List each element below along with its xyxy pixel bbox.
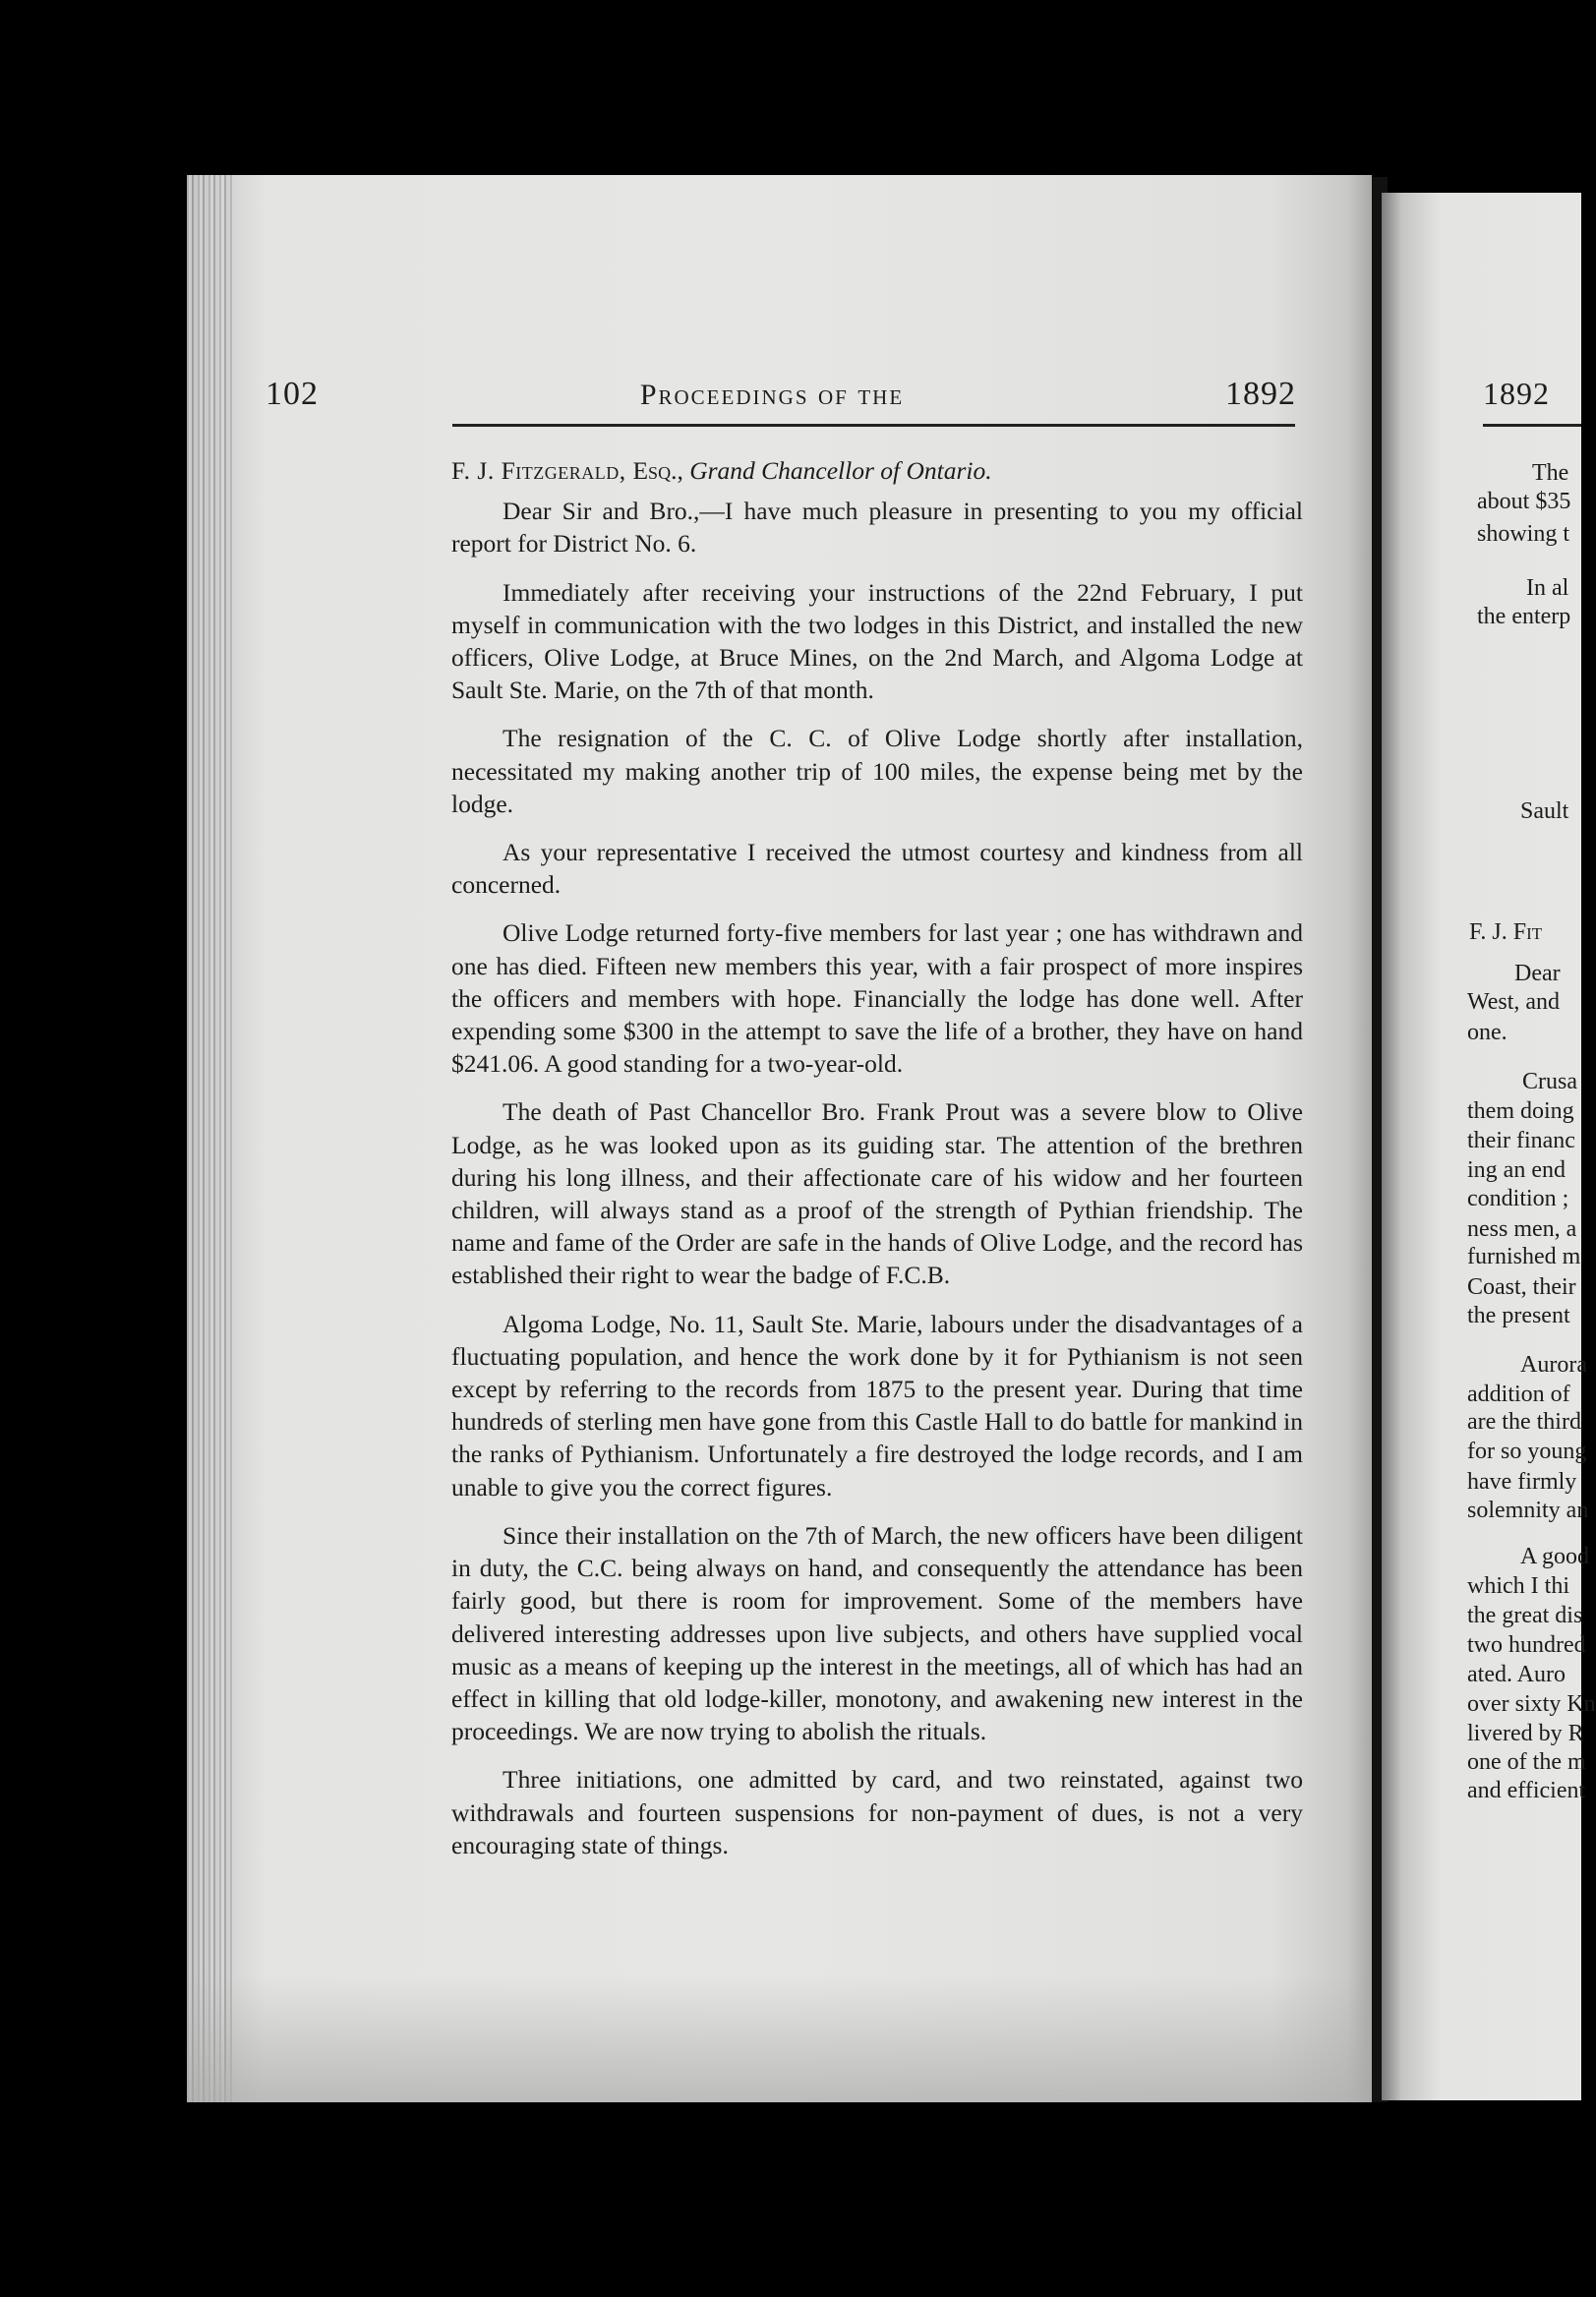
right-page-line: have firmly xyxy=(1467,1469,1577,1495)
right-page-line: the present xyxy=(1467,1303,1570,1328)
right-page-line: The xyxy=(1532,460,1569,486)
right-page-line: condition ; xyxy=(1467,1186,1569,1211)
right-page-line: furnished m xyxy=(1467,1244,1581,1269)
right-page-line: A good xyxy=(1520,1544,1590,1569)
right-page-line: two hundred xyxy=(1467,1632,1586,1658)
right-page-line: them doing xyxy=(1467,1098,1574,1124)
right-page-line: solemnity an xyxy=(1467,1498,1589,1523)
right-page-line: over sixty Kn xyxy=(1467,1691,1596,1717)
right-page-line: In al xyxy=(1526,575,1569,601)
right-page-line: are the third xyxy=(1467,1409,1581,1435)
paragraph: Algoma Lodge, No. 11, Sault Ste. Marie, labours under the disadvantages of a fluctuating population, and hence the work done by it for Pythianism is not seen except by referring to the records from 1875 to the present year. During that time hundreds of sterling men have gone from this Castle Hall to do battle for mankind in the ranks of Pythianism. Unfortunately a fire destroyed the lodge records, and I am unable to give you the correct figures. xyxy=(451,1309,1303,1502)
right-page-line: Coast, their xyxy=(1467,1274,1576,1300)
page-year: 1892 xyxy=(1224,376,1296,412)
right-page-line: and efficient xyxy=(1467,1778,1586,1803)
right-page-line: West, and xyxy=(1467,989,1561,1015)
right-page-line: their financ xyxy=(1467,1128,1575,1153)
right-page-line: which I thi xyxy=(1467,1573,1569,1599)
right-page-line: ing an end xyxy=(1467,1157,1566,1183)
right-page-year: 1892 xyxy=(1483,376,1550,411)
right-page-line: the enterp xyxy=(1477,604,1571,629)
right-page-line: ated. Auro xyxy=(1467,1662,1566,1687)
paragraph: Olive Lodge returned forty-five members for last year ; one has withdrawn and one has died. Fifteen new members this year, with a fair prospect of more inspires the officers and members with hope. Financially the lodge has done well. After expending some $300 in the attempt to save the life of a brother, they have on hand $241.06. A good standing for a two-year-old. xyxy=(451,918,1303,1079)
paragraph: Three initiations, one admitted by card, and two reinstated, against two withdrawals and fourteen suspensions for non-payment of dues, is not a very encouraging state of things. xyxy=(451,1765,1303,1859)
paragraph: Dear Sir and Bro.,—I have much pleasure in presenting to you my official report for District No. 6. xyxy=(451,497,1303,559)
right-page-line: about $35 xyxy=(1477,489,1571,514)
running-head xyxy=(266,376,1296,415)
right-page-line: for so young xyxy=(1467,1439,1587,1464)
right-page-line: one. xyxy=(1467,1020,1507,1045)
right-page-line: showing t xyxy=(1477,521,1570,547)
right-page-line: ness men, a xyxy=(1467,1216,1577,1242)
right-page-line: addition of xyxy=(1467,1382,1570,1407)
paragraph: The death of Past Chancellor Bro. Frank Prout was a severe blow to Olive Lodge, as he was looked upon as its guiding star. The attention of the brethren during his long illness, and their affectionate care of his widow and her fourteen children, will always stand as a proof of the strength of Pythian friendship. The name and fame of the Order are safe in the hands of Olive Lodge, and the record has established their right to wear the badge of F.C.B. xyxy=(451,1097,1303,1290)
right-page-line: the great dis xyxy=(1467,1603,1583,1628)
header-rule xyxy=(452,424,1295,427)
paragraph: As your representative I received the utmost courtesy and kindness from all concerned. xyxy=(451,838,1303,900)
right-page-line: one of the m xyxy=(1467,1749,1586,1775)
right-page-line: F. J. Fit xyxy=(1469,919,1543,945)
salutation-line xyxy=(451,454,1303,487)
right-page-line: livered by R xyxy=(1467,1721,1584,1746)
right-header-rule xyxy=(1483,424,1581,427)
paragraph: Immediately after receiving your instructions of the 22nd February, I put myself in communication with the two lodges in this District, and installed the new officers, Olive Lodge, at Bruce Mines, on the 2nd March, and Algoma Lodge at Sault Ste. Marie, on the 7th of that month. xyxy=(451,577,1303,705)
addressee-name: F. J. Fitzgerald, xyxy=(451,456,633,485)
report-body xyxy=(451,454,1303,1877)
right-page-line: Sault xyxy=(1520,798,1569,824)
addressee-esq: Esq., xyxy=(632,456,690,485)
right-page-line: Dear xyxy=(1514,961,1561,986)
running-title: Proceedings of the xyxy=(639,379,905,411)
paragraph: The resignation of the C. C. of Olive Lodge shortly after installation, necessitated my making another trip of 100 miles, the expense being met by the lodge. xyxy=(451,724,1303,818)
paragraph: Since their installation on the 7th of March, the new officers have been diligent in duty, the C.C. being always on hand, and consequently the attendance has been fairly good, but there is room for improvement. Some of the members have delivered interesting addresses upon live subjects, and others have supplied vocal music as a means of keeping up the interest in the meetings, all of which has had an effect in killing that old lodge-killer, monotony, and awakening new interest in the proceedings. We are now trying to abolish the rituals. xyxy=(451,1520,1303,1746)
right-page-line: Aurora xyxy=(1520,1352,1587,1378)
page-number: 102 xyxy=(266,376,319,412)
right-page-line: Crusa xyxy=(1522,1069,1577,1094)
addressee-title: Grand Chancellor of Ontario. xyxy=(689,456,992,485)
